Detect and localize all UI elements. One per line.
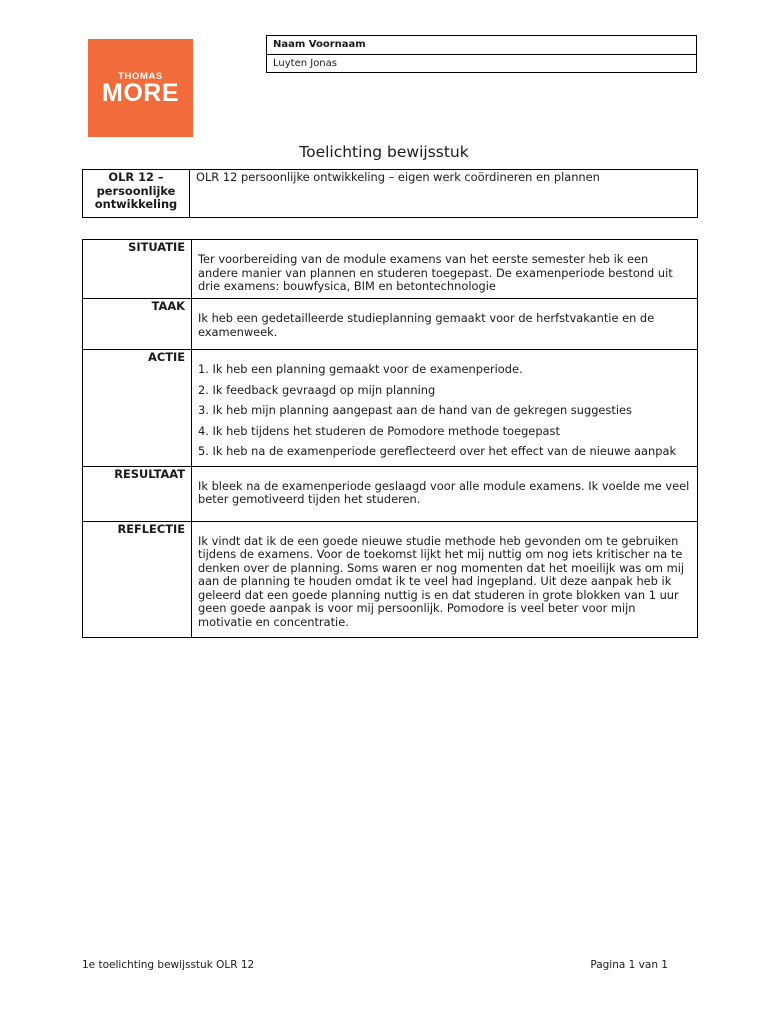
olr-label: OLR 12 – persoonlijke ontwikkeling [83, 170, 190, 218]
taak-label: TAAK [83, 299, 192, 350]
olr-table [82, 169, 698, 218]
name-label: Naam Voornaam [267, 36, 696, 55]
actie-label: ACTIE [83, 350, 192, 467]
resultaat-label: RESULTAAT [83, 466, 192, 521]
reflectie-text: Ik vindt dat ik de een goede nieuwe studie methode heb gevonden om te gebruiken tijdens de examens. Voor de toekomst lijkt het mij nuttig om nog iets kritischer na te denken over de planning. Soms waren er nog momenten dat het moeilijk was om mij aan de planning te houden omdat ik te veel had ingepland. Uit deze aanpak heb ik geleerd dat een goede planning nuttig is en dat studeren in grote blokken van 1 uur geen goede aanpak is voor mij persoonlijk. Pomodore is veel beter voor mijn motivatie en concentratie. [192, 521, 698, 637]
resultaat-text: Ik bleek na de examenperiode geslaagd voor alle module examens. Ik voelde me veel beter gemotiveerd tijden het studeren. [192, 466, 698, 521]
actie-item-4: 4. Ik heb tijdens het studeren de Pomodore methode toegepast [198, 423, 560, 438]
actie-item-3: 3. Ik heb mijn planning aangepast aan de hand van de gekregen suggesties [198, 403, 632, 417]
actie-item-1: 1. Ik heb een planning gemaakt voor de examenperiode. [198, 362, 523, 376]
page-title: Toelichting bewijsstuk [299, 143, 469, 161]
taak-row [83, 299, 698, 350]
situatie-row [83, 240, 698, 299]
olr-description: OLR 12 persoonlijke ontwikkeling – eigen werk coördineren en plannen [190, 170, 698, 218]
resultaat-row [83, 466, 698, 521]
name-value: Luyten Jonas [273, 58, 337, 69]
taak-text: Ik heb een gedetailleerde studieplanning gemaakt voor de herfstvakantie en de examenweek. [192, 299, 698, 350]
logo-text-more: MORE [102, 79, 179, 107]
star-table [82, 239, 698, 638]
olr-row [83, 170, 698, 218]
situatie-text: Ter voorbereiding van de module examens van het eerste semester heb ik een andere manier van plannen en studeren toegepast. De examenperiode bestond uit drie examens: bouwfysica, BIM en betontechnologie [192, 240, 698, 299]
name-box [266, 35, 697, 73]
thomas-more-logo [88, 39, 193, 137]
actie-item-2: 2. Ik feedback gevraagd op mijn planning [198, 382, 436, 397]
reflectie-label: REFLECTIE [83, 521, 192, 637]
logo-text-thomas: THOMAS [118, 71, 163, 82]
situatie-label: SITUATIE [83, 240, 192, 299]
actie-row [83, 350, 698, 467]
actie-list [192, 350, 698, 467]
footer-right: Pagina 1 van 1 [590, 959, 668, 971]
footer-left: 1e toelichting bewijsstuk OLR 12 [82, 959, 255, 971]
actie-item-5: 5. Ik heb na de examenperiode gereflecteerd over het effect van de nieuwe aanpak [198, 444, 677, 458]
reflectie-row [83, 521, 698, 637]
